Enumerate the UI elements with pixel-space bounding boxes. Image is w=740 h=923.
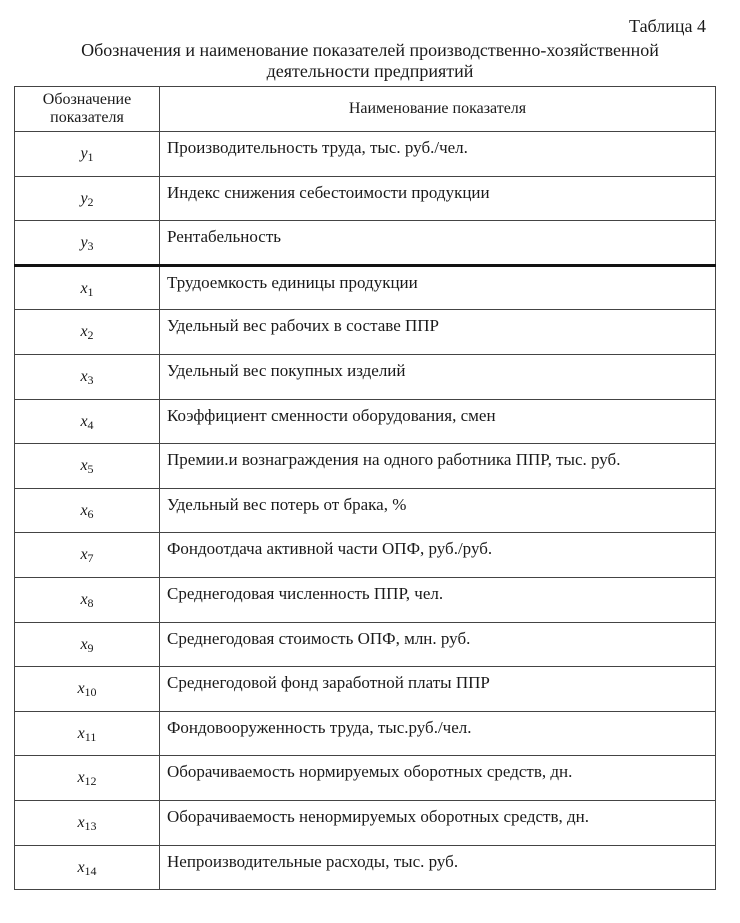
table-row [15, 310, 716, 355]
symbol-index: 9 [87, 640, 94, 655]
symbol-index: 6 [87, 506, 94, 521]
symbol-variable: x [80, 501, 88, 519]
indicator-symbol [15, 711, 160, 756]
table-row [15, 756, 716, 801]
indicator-symbol [15, 132, 160, 177]
header-name: Наименование показателя [160, 87, 716, 132]
symbol-variable: x [80, 635, 88, 653]
indicator-symbol [15, 845, 160, 890]
indicator-symbol [15, 667, 160, 712]
table-row [15, 399, 716, 444]
table-number: Таблица 4 [629, 16, 706, 36]
symbol-variable: x [80, 590, 88, 608]
indicator-symbol [15, 221, 160, 266]
caption-line-1: Обозначения и наименование показателей производственно-хозяйственной [81, 40, 659, 60]
table-caption [0, 40, 740, 82]
table-row [15, 176, 716, 221]
symbol-index: 13 [84, 818, 97, 833]
symbol-index: 8 [87, 595, 94, 610]
indicator-name: Фондоотдача активной части ОПФ, руб./руб. [160, 533, 716, 578]
table-row [15, 488, 716, 533]
table-row [15, 667, 716, 712]
symbol-index: 1 [87, 150, 94, 164]
table-row [15, 533, 716, 578]
table-row [15, 577, 716, 622]
indicator-name: Индекс снижения себестоимости продукции [160, 176, 716, 221]
table-body [15, 132, 716, 890]
symbol-variable: x [80, 546, 88, 564]
header-row [15, 87, 716, 132]
symbol-index: 1 [87, 284, 94, 299]
indicator-symbol [15, 265, 160, 310]
symbol-index: 7 [87, 551, 94, 566]
indicator-name: Оборачиваемость ненормируемых оборотных средств, дн. [160, 800, 716, 845]
symbol-index: 3 [87, 372, 94, 387]
indicator-symbol [15, 354, 160, 399]
table-row [15, 132, 716, 177]
table-row [15, 265, 716, 310]
indicator-name: Удельный вес потерь от брака, % [160, 488, 716, 533]
indicator-symbol [15, 444, 160, 489]
symbol-variable: y [80, 189, 88, 207]
indicator-name: Удельный вес рабочих в составе ППР [160, 310, 716, 355]
indicator-symbol [15, 310, 160, 355]
indicator-name: Среднегодовая стоимость ОПФ, млн. руб. [160, 622, 716, 667]
symbol-index: 3 [87, 239, 94, 254]
indicator-name: Премии.и вознаграждения на одного работника ППР, тыс. руб. [160, 444, 716, 489]
indicator-symbol [15, 756, 160, 801]
indicator-name: Рентабельность [160, 221, 716, 266]
indicator-symbol [15, 488, 160, 533]
symbol-variable: x [80, 323, 88, 341]
symbol-variable: y [80, 145, 88, 162]
table-row [15, 845, 716, 890]
header-code: Обозначение показателя [15, 87, 160, 132]
symbol-index: 14 [84, 863, 97, 878]
symbol-variable: x [80, 279, 88, 297]
indicator-name: Производительность труда, тыс. руб./чел. [160, 132, 716, 177]
table-row [15, 800, 716, 845]
symbol-index: 2 [87, 328, 94, 343]
symbol-index: 12 [84, 774, 97, 789]
indicator-name: Удельный вес покупных изделий [160, 354, 716, 399]
indicator-name: Среднегодовая численность ППР, чел. [160, 577, 716, 622]
indicator-name: Непроизводительные расходы, тыс. руб. [160, 845, 716, 890]
caption-line-2: деятельности предприятий [266, 61, 474, 81]
indicator-symbol [15, 577, 160, 622]
indicator-name: Трудоемкость единицы продукции [160, 265, 716, 310]
table-row [15, 221, 716, 266]
symbol-variable: x [80, 367, 88, 385]
symbol-index: 10 [84, 685, 97, 700]
symbol-variable: x [77, 769, 85, 787]
symbol-index: 4 [87, 417, 94, 432]
indicator-name: Фондовооруженность труда, тыс.руб./чел. [160, 711, 716, 756]
symbol-index: 11 [84, 729, 97, 744]
indicator-symbol [15, 622, 160, 667]
symbol-variable: x [77, 858, 85, 876]
indicator-name: Оборачиваемость нормируемых оборотных средств, дн. [160, 756, 716, 801]
table-row [15, 354, 716, 399]
indicator-symbol [15, 800, 160, 845]
symbol-variable: x [80, 457, 88, 475]
symbol-variable: x [80, 412, 88, 430]
table-row [15, 444, 716, 489]
symbol-variable: x [77, 680, 85, 698]
indicator-name: Коэффициент сменности оборудования, смен [160, 399, 716, 444]
symbol-index: 5 [87, 462, 94, 477]
symbol-variable: y [80, 234, 88, 252]
indicator-symbol [15, 399, 160, 444]
table-row [15, 622, 716, 667]
symbol-variable: x [77, 724, 85, 742]
indicators-table [14, 86, 716, 890]
symbol-index: 2 [87, 194, 94, 209]
indicator-symbol [15, 533, 160, 578]
indicator-symbol [15, 176, 160, 221]
indicator-name: Среднегодовой фонд заработной платы ППР [160, 667, 716, 712]
symbol-variable: x [77, 813, 85, 831]
table-row [15, 711, 716, 756]
